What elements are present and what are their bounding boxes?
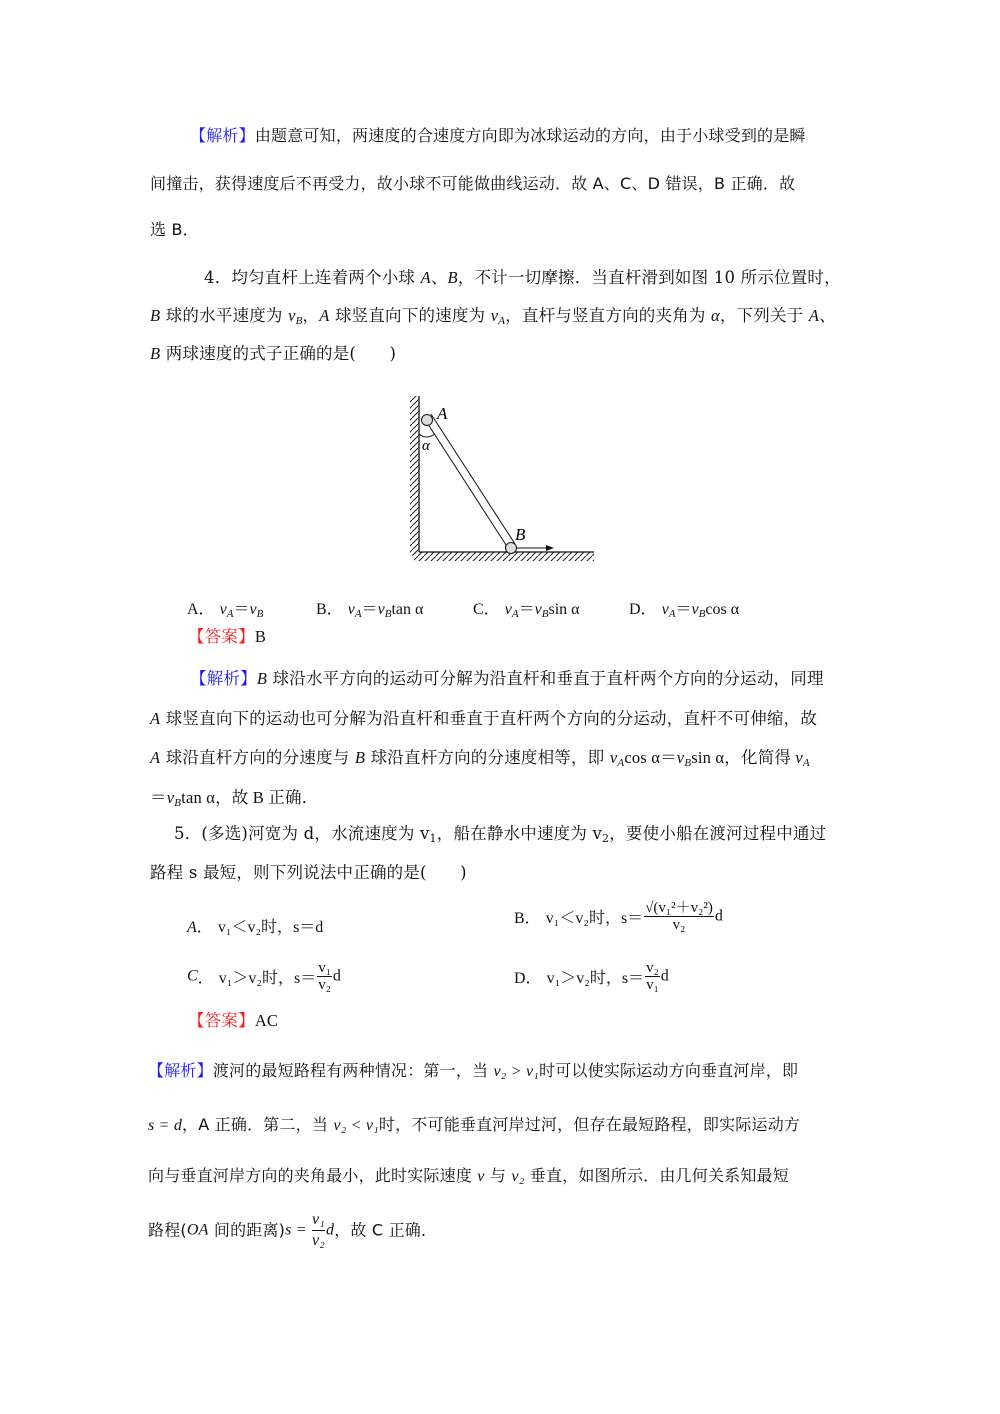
text-fragment: A	[802, 757, 810, 769]
text-fragment: s＝d	[293, 919, 324, 936]
text-fragment: cos α＝	[624, 748, 677, 767]
q4-stem-line-1	[204, 268, 841, 288]
text-fragment: s＝	[620, 910, 644, 927]
text-fragment: v	[477, 1168, 485, 1185]
text-fragment: v₂	[646, 960, 659, 976]
text-fragment: ．	[196, 917, 213, 936]
q5-analysis-line-2	[148, 1115, 800, 1136]
q4-option-d[interactable]	[629, 596, 739, 619]
fraction	[312, 1210, 325, 1251]
text-fragment: B	[150, 306, 161, 325]
text-fragment: 与	[484, 1166, 512, 1185]
text-fragment: 选 B．	[150, 220, 199, 239]
text-fragment: v	[795, 748, 803, 767]
text-fragment: 路程(	[148, 1220, 187, 1240]
q4-option-c[interactable]	[473, 596, 580, 619]
text-fragment: 时，不可能垂直河岸过河，但存在最短路程，即实际运动方	[378, 1115, 801, 1134]
text-fragment: d	[332, 967, 341, 985]
text-fragment: B	[256, 669, 268, 688]
text-fragment: B．	[316, 601, 343, 618]
q5-option-b[interactable]	[514, 900, 723, 933]
text-fragment: B	[256, 608, 264, 620]
text-fragment: v₂	[511, 1168, 525, 1185]
fraction	[644, 900, 714, 933]
text-fragment: v	[676, 748, 685, 767]
text-fragment: sin α	[548, 601, 580, 618]
text-fragment: ．	[197, 968, 214, 987]
text-fragment: 均匀直杆上连着两个小球	[231, 268, 421, 287]
text-fragment: v	[249, 601, 257, 618]
q4-stem-line-3	[150, 344, 396, 364]
text-fragment: 垂直，如图所示．由几何关系知最短	[524, 1166, 789, 1185]
text-fragment: B	[254, 627, 267, 646]
q4-answer	[188, 627, 266, 647]
text-fragment: ，故 C 正确．	[334, 1220, 438, 1240]
text-fragment: 间的距离)	[208, 1220, 286, 1240]
text-fragment: 球竖直向下的运动也可分解为沿直杆和垂直于直杆两个方向的分运动，直杆不可伸缩，故	[160, 709, 818, 728]
analysis-tag: 【解析】	[190, 669, 257, 688]
text-fragment: ，A 正确．第二，当	[182, 1115, 334, 1134]
text-fragment: v₁＜v₂时，	[545, 910, 621, 927]
text-fragment: A	[150, 748, 161, 767]
q5-analysis-line-4	[148, 1210, 437, 1251]
text-fragment: sin α，化简得	[691, 748, 796, 767]
text-fragment: A	[150, 709, 161, 728]
text-fragment: A	[511, 608, 519, 620]
arrow-head-icon	[546, 545, 554, 551]
text-fragment: v₁＞v₂时，	[546, 970, 622, 987]
text-fragment: ＝	[361, 599, 378, 618]
text-fragment: ＝	[150, 788, 167, 807]
text-fragment: B	[150, 344, 161, 363]
q5-stem-line-2	[150, 863, 467, 883]
text-fragment: C	[187, 967, 198, 985]
text-fragment: B	[684, 757, 692, 769]
text-fragment: B	[698, 608, 706, 620]
label-b: B	[515, 525, 526, 544]
text-fragment: v	[219, 601, 227, 618]
text-fragment: B	[384, 608, 392, 620]
text-fragment: v₁	[646, 977, 659, 993]
text-fragment: d	[660, 967, 669, 985]
fraction	[317, 960, 332, 993]
text-fragment: 球沿水平方向的运动可分解为沿直杆和垂直于直杆两个方向的分运动，同理	[267, 669, 824, 688]
text-fragment: 球沿直杆方向的分速度相等，即	[365, 748, 610, 767]
fraction	[645, 960, 660, 993]
q5-stem-line-1	[174, 824, 826, 844]
text-fragment: v₁	[312, 1210, 325, 1231]
text-fragment: s =	[285, 1221, 311, 1239]
text-fragment: A	[354, 608, 362, 620]
text-fragment: 、	[430, 268, 448, 287]
floor-hatch	[414, 552, 594, 561]
text-fragment: ＝	[518, 599, 535, 618]
text-fragment: B	[541, 608, 549, 620]
label-alpha: α	[422, 438, 430, 454]
prev-analysis-line-3	[150, 220, 199, 240]
text-fragment: 2	[602, 832, 610, 845]
text-fragment: tan α	[391, 601, 424, 618]
angle-arc	[419, 434, 435, 437]
text-fragment: ，要使小船在渡河过程中通过	[609, 824, 827, 843]
text-fragment: A	[226, 608, 234, 620]
text-fragment: ＝	[675, 599, 692, 618]
analysis-tag: 【解析】	[148, 1061, 213, 1080]
text-fragment: A	[668, 608, 676, 620]
text-fragment: v	[490, 306, 499, 325]
prev-analysis-line-2	[150, 174, 795, 194]
q4-option-b[interactable]	[316, 596, 423, 619]
text-fragment: C．	[473, 601, 500, 618]
text-fragment: d	[714, 907, 723, 925]
q5-option-d[interactable]	[514, 960, 669, 993]
text-fragment: AC	[254, 1011, 279, 1030]
text-fragment: 球沿直杆方向的分速度与	[160, 748, 355, 767]
text-fragment: v₁＜v₂时，	[217, 919, 294, 936]
q5-answer	[188, 1011, 278, 1031]
text-fragment: ，不计一切摩擦．当直杆滑到如图 10 所示位置时，	[457, 268, 841, 287]
answer-tag: 【答案】	[188, 1011, 255, 1030]
q5-option-a[interactable]	[187, 914, 323, 937]
q4-analysis-line-3	[150, 748, 810, 768]
text-fragment: B．	[514, 910, 541, 927]
text-fragment: √(v₁²＋v₂²)	[645, 900, 713, 916]
text-fragment: v₁＞v₂时，	[218, 970, 294, 987]
text-fragment: v	[661, 601, 669, 618]
text-fragment: v₂	[672, 917, 686, 933]
text-fragment: ，	[302, 306, 320, 325]
text-fragment: d	[326, 1221, 335, 1239]
text-fragment: A	[187, 919, 197, 936]
analysis-tag: 【解析】	[190, 126, 255, 145]
text-fragment: s＝	[293, 970, 317, 987]
text-fragment: v	[166, 788, 175, 807]
text-fragment: 间撞击，获得速度后不再受力，故小球不可能做曲线运动．故 A、C、D 错误，B 正确．故	[150, 174, 796, 193]
text-fragment: ，下列关于	[719, 306, 809, 325]
wall-hatch	[410, 396, 419, 556]
prev-analysis-line-1	[190, 126, 806, 146]
text-fragment: 4．	[204, 268, 232, 287]
text-fragment: ，船在静水中速度为 v	[436, 824, 603, 843]
text-fragment: A．	[187, 601, 215, 618]
text-fragment: v₁	[318, 960, 331, 976]
rod-edge	[424, 418, 508, 548]
q5-analysis-line-1	[148, 1061, 798, 1082]
text-fragment: v	[504, 601, 512, 618]
q4-analysis-line-2	[150, 709, 817, 729]
text-fragment: D．	[629, 601, 657, 618]
text-fragment: v	[377, 601, 385, 618]
text-fragment: ＝	[233, 599, 250, 618]
text-fragment: B	[354, 748, 366, 767]
text-fragment: A	[420, 268, 431, 287]
text-fragment: s = d	[148, 1117, 183, 1134]
text-fragment: 两球速度的式子正确的是( )	[160, 344, 397, 363]
q4-analysis-line-4	[150, 788, 318, 808]
text-fragment: 5．(多选)河宽为 d，水流速度为 v	[174, 824, 430, 843]
text-fragment: v₂	[318, 977, 331, 993]
q5-analysis-line-3	[148, 1166, 789, 1187]
q5-option-c[interactable]	[187, 960, 341, 993]
q4-option-a[interactable]	[187, 596, 263, 619]
text-fragment: D．	[514, 970, 542, 987]
q4-stem-line-2	[150, 306, 836, 326]
text-fragment: 渡河的最短路程有两种情况：第一，当	[212, 1061, 494, 1080]
text-fragment: 球竖直向下的速度为	[329, 306, 491, 325]
text-fragment: B	[447, 268, 458, 287]
text-fragment: v	[609, 748, 618, 767]
rod-edge	[431, 414, 515, 544]
text-fragment: v	[347, 601, 355, 618]
text-fragment: v	[534, 601, 542, 618]
text-fragment: 路程 s 最短，则下列说法中正确的是( )	[150, 863, 467, 882]
label-a: A	[437, 404, 448, 423]
text-fragment: v₂ > v₁	[493, 1063, 540, 1080]
answer-tag: 【答案】	[188, 627, 255, 646]
text-fragment: α	[711, 306, 720, 325]
text-fragment: tan α，故 B 正确．	[181, 788, 319, 807]
q4-analysis-line-1	[190, 669, 824, 689]
ball-b	[506, 543, 517, 554]
text-fragment: cos α	[705, 601, 740, 618]
text-fragment: s＝	[621, 970, 645, 987]
text-fragment: v	[691, 601, 699, 618]
text-fragment: v₂	[311, 1232, 326, 1249]
text-fragment: 时可以使实际运动方向垂直河岸，即	[539, 1061, 799, 1080]
text-fragment: ，直杆与竖直方向的夹角为	[505, 306, 712, 325]
text-fragment: 、	[819, 306, 836, 325]
text-fragment: 由题意可知，两速度的合速度方向即为冰球运动的方向，由于小球受到的是瞬	[254, 126, 806, 145]
text-fragment: B	[174, 797, 182, 809]
text-fragment: A	[617, 757, 625, 769]
text-fragment: v₂ < v₁	[333, 1117, 379, 1134]
text-fragment: v	[288, 306, 296, 325]
text-fragment: B	[295, 315, 303, 327]
ball-a	[422, 415, 433, 426]
text-fragment: 1	[429, 832, 437, 845]
text-fragment: A	[808, 306, 820, 325]
text-fragment: 向与垂直河岸方向的夹角最小，此时实际速度	[148, 1166, 478, 1185]
text-fragment: A	[319, 306, 330, 325]
rod-wall-figure	[400, 388, 600, 568]
text-fragment: 球的水平速度为	[160, 306, 289, 325]
text-fragment: A	[498, 315, 506, 327]
text-fragment: OA	[186, 1221, 209, 1239]
